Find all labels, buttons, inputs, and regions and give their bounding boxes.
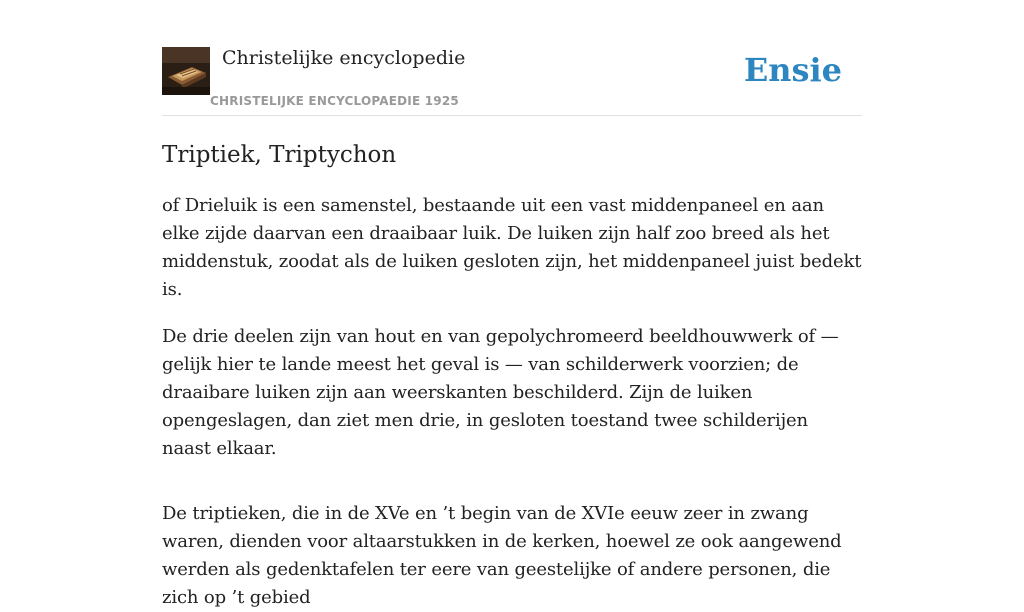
book-avatar-icon[interactable] xyxy=(162,47,210,95)
header xyxy=(162,0,862,116)
page xyxy=(162,0,862,608)
article-paragraph: of Drieluik is een samenstel, bestaande uit een vast middenpaneel en aan elke zijde daarvan een draaibaar luik. De luiken zijn half zoo breed als het middenstuk, zoodat als de luiken gesloten zijn, het middenpaneel juist bedekt is. xyxy=(162,195,862,300)
article-paragraph: De triptieken, die in de XVe en ’t begin van de XVIe eeuw zeer in zwang waren, dienden voor altaarstukken in de kerken, hoewel ze ook aangewend werden als gedenktafelen ter eere van geestelijke of andere personen, die zich op ’t gebied xyxy=(162,503,842,608)
source-subtitle: CHRISTELIJKE ENCYCLOPAEDIE 1925 xyxy=(210,94,459,108)
brand-logo[interactable]: Ensie xyxy=(743,51,842,89)
article-paragraph: De drie deelen zijn van hout en van gepolychromeerd beeldhouwwerk of — gelijk hier te lande meest het geval is — van schilderwerk voorzien; de draaibare luiken zijn aan weerskanten beschilderd. Zijn de luiken opengeslagen, dan ziet men drie, in gesloten toestand twee schilderijen naast elkaar. xyxy=(162,326,839,459)
article-body xyxy=(162,192,862,612)
article-title: Triptiek, Triptychon xyxy=(162,142,397,168)
source-title[interactable]: Christelijke encyclopedie xyxy=(222,47,466,69)
